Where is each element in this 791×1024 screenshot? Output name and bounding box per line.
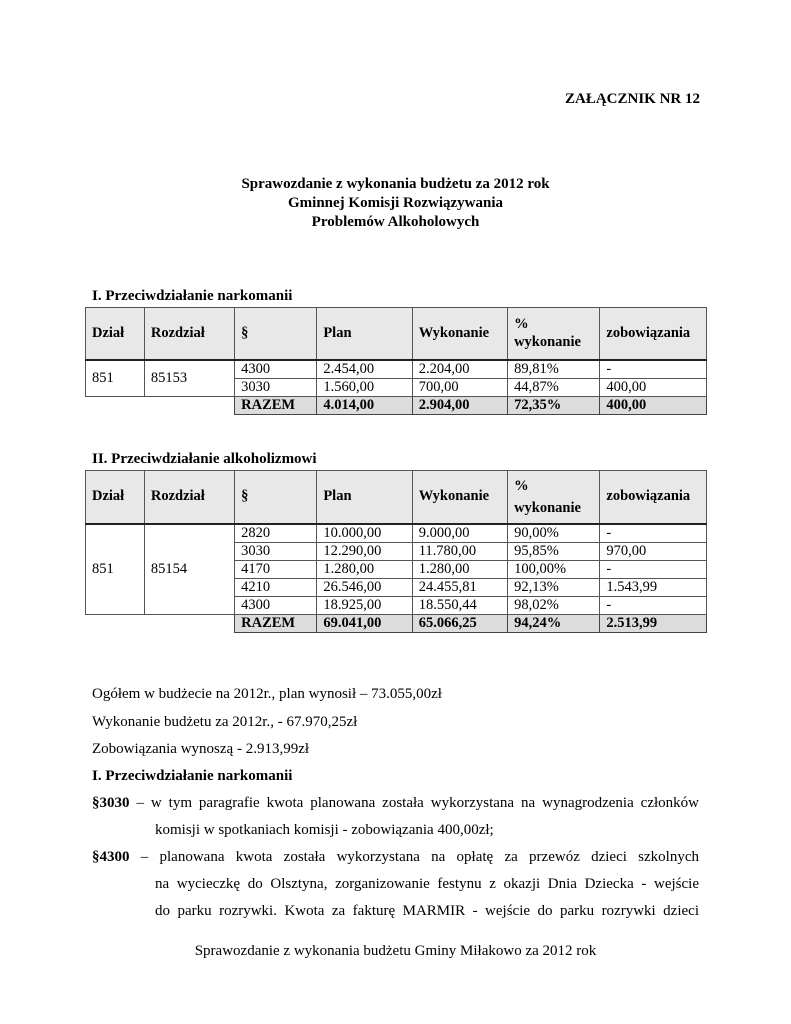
summary-execution: Wykonanie budżetu za 2012r., - 67.970,25zł	[92, 714, 358, 730]
col-rozdzial: Rozdział	[144, 308, 234, 360]
table-row: 3030 1.560,00 700,00 44,87% 400,00	[86, 378, 707, 396]
page-footer: Sprawozdanie z wykonania budżetu Gminy Miłakowo za 2012 rok	[194, 943, 597, 959]
col-paragraph: §	[235, 471, 317, 524]
paragraph-3030-label: §3030	[92, 795, 130, 811]
section1-table	[85, 307, 707, 415]
table-row: 851 85153 4300 2.454,00 2.204,00 89,81% -	[86, 360, 707, 379]
table-row: 3030 12.290,00 11.780,00 95,85% 970,00	[86, 542, 707, 560]
section2-heading: II. Przeciwdziałanie alkoholizmowi	[92, 451, 317, 467]
total-row: RAZEM 4.014,00 2.904,00 72,35% 400,00	[86, 396, 707, 414]
paragraph-4300-label: §4300	[92, 849, 130, 865]
col-pct: % wykonanie	[508, 308, 600, 360]
paragraph-3030-line2: komisji w spotkaniach komisji - zobowiązania 400,00zł;	[155, 822, 494, 838]
col-zobowiazania: zobowiązania	[600, 308, 707, 360]
rozdzial-cell: 85154	[144, 524, 234, 615]
col-rozdzial: Rozdział	[144, 471, 234, 524]
document-title-line1: Sprawozdanie z wykonania budżetu za 2012 rok	[241, 176, 550, 192]
document-title-line3: Problemów Alkoholowych	[311, 214, 480, 230]
summary-plan: Ogółem w budżecie na 2012r., plan wynosił – 73.055,00zł	[92, 686, 442, 702]
narrative-heading: I. Przeciwdziałanie narkomanii	[92, 768, 293, 784]
col-plan: Plan	[317, 308, 412, 360]
table-row: 4210 26.546,00 24.455,81 92,13% 1.543,99	[86, 578, 707, 596]
document-title-line2: Gminnej Komisji Rozwiązywania	[288, 195, 503, 211]
section2-table	[85, 470, 707, 633]
col-wykonanie: Wykonanie	[412, 308, 507, 360]
table-row: 4170 1.280,00 1.280,00 100,00% -	[86, 560, 707, 578]
summary-liabilities: Zobowiązania wynoszą - 2.913,99zł	[92, 741, 310, 757]
col-paragraph: §	[235, 308, 317, 360]
annex-label: ZAŁĄCZNIK NR 12	[564, 91, 700, 107]
total-row: RAZEM 69.041,00 65.066,25 94,24% 2.513,99	[86, 614, 707, 632]
col-dzial: Dział	[86, 308, 145, 360]
dzial-cell: 851	[86, 524, 145, 615]
section1-heading: I. Przeciwdziałanie narkomanii	[92, 288, 293, 304]
paragraph-4300-line1: §4300 – planowana kwota została wykorzystana na opłatę za przewóz dzieci szkolnych	[92, 849, 699, 865]
table-row: 851 85154 2820 10.000,00 9.000,00 90,00% -	[86, 524, 707, 543]
paragraph-3030-line1: §3030 – w tym paragrafie kwota planowana została wykorzystana na wynagrodzenia członków	[92, 795, 699, 811]
table-row: 4300 18.925,00 18.550,44 98,02% -	[86, 596, 707, 614]
col-wykonanie: Wykonanie	[412, 471, 507, 524]
col-plan: Plan	[317, 471, 412, 524]
col-pct: % wykonanie	[508, 471, 600, 524]
paragraph-4300-line2: na wycieczkę do Olsztyna, zorganizowanie festynu z okazji Dnia Dziecka - wejście	[155, 876, 699, 892]
paragraph-4300-line3: do parku rozrywki. Kwota za fakturę MARMIR - wejście do parku rozrywki dzieci	[155, 903, 699, 919]
col-zobowiazania: zobowiązania	[600, 471, 707, 524]
col-dzial: Dział	[86, 471, 145, 524]
rozdzial-cell: 85153	[144, 360, 234, 397]
dzial-cell: 851	[86, 360, 145, 397]
